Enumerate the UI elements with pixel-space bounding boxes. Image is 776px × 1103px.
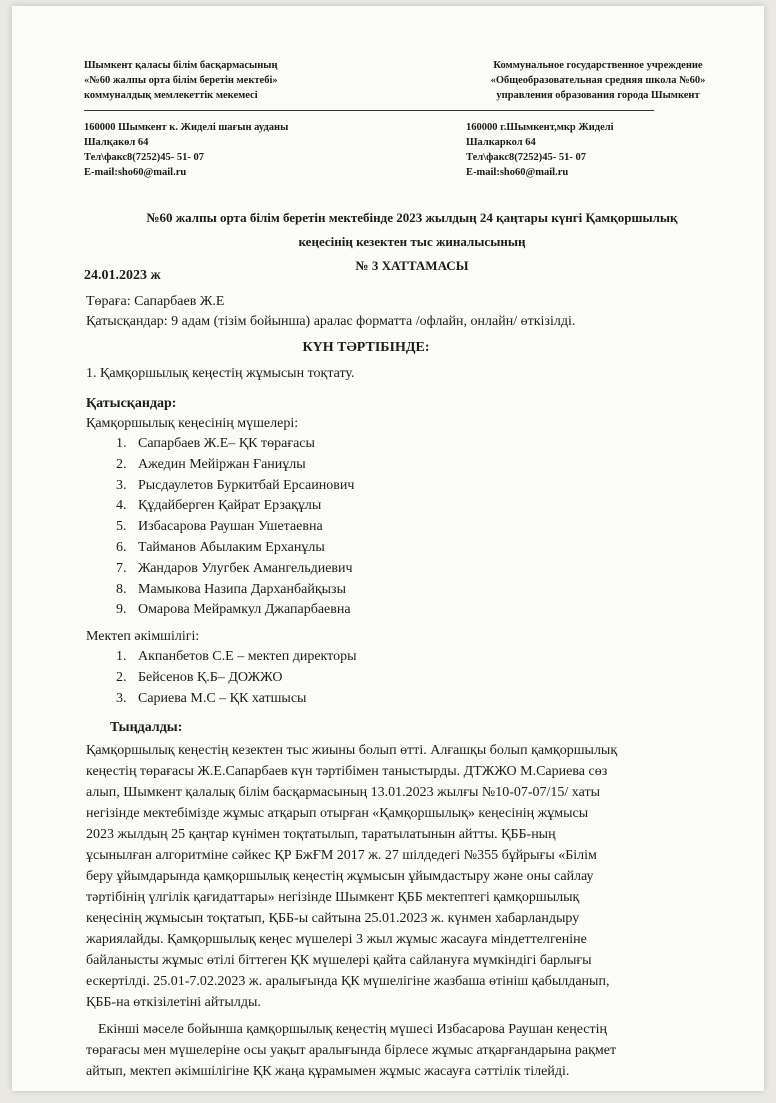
participants-line: Қатысқандар: 9 адам (тізім бойынша) аралас форматта /офлайн, онлайн/ өткізілді. [86, 314, 576, 329]
paragraph-line: Қамқоршылық кеңестің кезектен тыс жиыны болып өтті. Алғашқы болып қамқоршылық [86, 742, 618, 758]
paragraph-line: кеңесінің жұмысын тоқтатып, ҚББ-ы сайтына 25.01.2023 ж. күнмен хабарландыру [86, 910, 580, 926]
list-item: 8. Мамыкова Назипа Дарханбайқызы [130, 580, 748, 601]
paragraph-line: алып, Шымкент қалалық білім басқармасының 13.01.2023 жылғы №10-07-07/15/ хаты [86, 784, 601, 800]
address-left-line: Шалқакөл 64 [84, 137, 149, 148]
address-right-email: E-mail:sho60@mail.ru [466, 167, 569, 178]
list-item: 2. Бейсенов Қ.Б– ДОЖЖО [130, 668, 748, 689]
document-date: 24.01.2023 ж [84, 268, 161, 283]
list-item: 6. Тайманов Абылаким Ерханұлы [130, 538, 748, 559]
council-members-list [86, 434, 748, 621]
address-right-line: Тел\факс8(7252)45- 51- 07 [466, 152, 587, 163]
header-left [84, 58, 278, 103]
paragraph-line: айтып, мектеп әкімшілігіне ҚК жаңа құрамымен жұмыс жасауға сәттілік тілейді. [86, 1063, 570, 1079]
header-divider [84, 110, 654, 111]
list-item: 3. Рысдаулетов Буркитбай Ерсаинович [130, 476, 748, 497]
header-right [448, 58, 748, 103]
paragraph-line: тәртібінің үлгілік қағидаттары» негізінде Шымкент ҚББ мектептегі қамқоршылық [86, 889, 580, 905]
header-right-line: «Общеобразовательная средняя школа №60» [490, 75, 706, 86]
paragraph-line: 2023 жылдың 25 қаңтар күнімен тоқтатылып, таратылатынын айтты. ҚББ-ның [86, 826, 556, 842]
address-right [466, 120, 614, 180]
heard-heading: Тыңдалды: [110, 719, 183, 735]
agenda-item: 1. Қамқоршылық кеңестің жұмысын тоқтату. [86, 366, 355, 381]
admin-members-list [86, 647, 748, 709]
paragraph-line: ескертілді. 25.01-7.02.2023 ж. аралығында ҚК мүшелігіне жазбаша өтініш қабылданып, [86, 973, 610, 989]
list-item: 4. Құдайберген Қайрат Ерзақұлы [130, 496, 748, 517]
agenda-heading: КҮН ТӘРТІБІНДЕ: [302, 340, 430, 355]
paragraph-line: жариялайды. Қамқоршылық кеңес мүшелері 3 жыл жұмыс жасауға міндеттелгеніне [86, 931, 587, 947]
title-line: № 3 ХАТТАМАСЫ [355, 258, 469, 273]
paragraph-line: ұсынылған алгоритміне сәйкес ҚР БжҒМ 2017 ж. 27 шілдедегі №355 бұйрығы «Білім [86, 847, 597, 863]
paragraph-line: негізінде мектебімізде жұмыс атқарып отырған «Қамқоршылық» кеңесінің жұмысы [86, 805, 589, 821]
address-left-line: 160000 Шымкент к. Жиделі шағын ауданы [84, 122, 289, 133]
document-title [72, 206, 752, 278]
paragraph-2 [86, 1019, 748, 1082]
address-left-email: E-mail:sho60@mail.ru [84, 167, 187, 178]
list-item: 5. Избасарова Раушан Ушетаевна [130, 517, 748, 538]
paragraph-line: төрағасы мен мүшелеріне осы уақыт аралығында бірлесе жұмыс атқарғандарына рақмет [86, 1042, 617, 1058]
list-item: 1. Акпанбетов С.Е – мектеп директоры [130, 647, 748, 668]
address-right-line: Шалкаркол 64 [466, 137, 536, 148]
header-right-line: управления образования города Шымкент [496, 90, 700, 101]
paragraph-line: кеңестің төрағасы Ж.Е.Сапарбаев күн тәртібімен таныстырды. ДТЖЖО М.Сариева сөз [86, 763, 608, 779]
list-item: 3. Сариева М.С – ҚК хатшысы [130, 689, 748, 710]
header-left-line: коммуналдық мемлекеттік мекемесі [84, 90, 258, 101]
paragraph-line: беру ұйымдарында қамқоршылық кеңестің жұмысын ұйымдастыру және оны сайлау [86, 868, 594, 884]
paragraph-line: Екінші мәселе бойынша қамқоршылық кеңестің мүшесі Избасарова Раушан кеңестің [98, 1021, 608, 1037]
attendees-heading: Қатысқандар: [86, 396, 177, 411]
address-left [84, 120, 288, 180]
list-item: 7. Жандаров Улугбек Амангельдиевич [130, 559, 748, 580]
list-item: 2. Ажедин Мейіржан Ғаниұлы [130, 455, 748, 476]
list-item: 1. Сапарбаев Ж.Е– ҚК төрағасы [130, 434, 748, 455]
address-right-line: 160000 г.Шымкент,мкр Жиделі [466, 122, 614, 133]
paragraph-1 [86, 740, 748, 1013]
list-item: 9. Омарова Мейрамкул Джапарбаевна [130, 600, 748, 621]
header-left-line: «№60 жалпы орта білім беретін мектебі» [84, 75, 278, 86]
council-members-heading: Қамқоршылық кеңесінің мүшелері: [86, 416, 299, 431]
paragraph-line: байланысты жұмыс өтілі біттеген ҚК мүшелері қайта сайлануға мүмкіндігі барлығы [86, 952, 592, 968]
paragraph-line: ҚББ-на өткізілетіні айтылды. [86, 994, 261, 1010]
title-line: кеңесінің кезектен тыс жиналысының [298, 234, 526, 249]
document-body [86, 292, 748, 1082]
address-left-line: Тел\факс8(7252)45- 51- 07 [84, 152, 205, 163]
header-right-line: Коммунальное государственное учреждение [493, 60, 703, 71]
chair-line: Төрағa: Сапарбаев Ж.Е [86, 294, 225, 309]
document-page [12, 6, 764, 1091]
title-line: №60 жалпы орта білім беретін мектебінде 2023 жылдың 24 қаңтары күнгі Қамқоршылық [146, 210, 678, 225]
admin-heading: Мектеп әкімшілігі: [86, 629, 200, 645]
header-left-line: Шымкент қаласы білім басқармасының [84, 60, 278, 71]
